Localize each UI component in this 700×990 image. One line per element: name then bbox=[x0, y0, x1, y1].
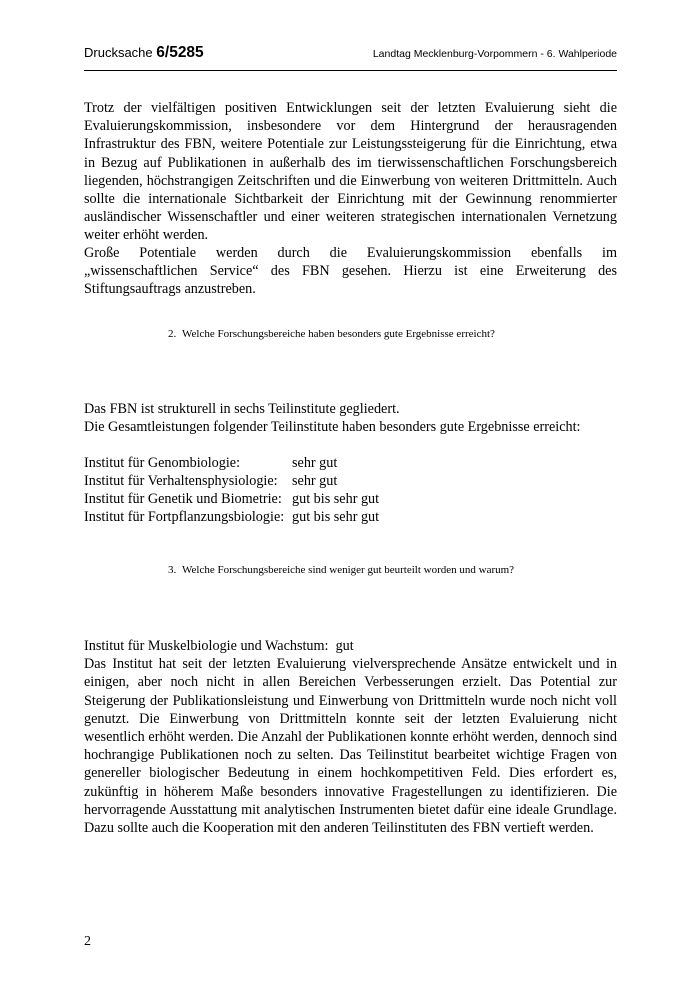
paragraph-potentials: Trotz der vielfältigen positiven Entwicklungen seit der letzten Evaluierung sieht die Evaluierungskommission, insbesondere vor dem Hintergrund der herausragenden Infrastruktur des FBN, weitere Potentiale zur Leistungssteigerung für die Einrichtung, etwa in Bezug auf Publikationen in außerhalb des im tierwissenschaftlichen Forschungsbereich liegenden, höchstrangigen Zeitschriften und die Einwerbung von weiteren Drittmitteln. Auch sollte die internationale Sichtbarkeit der Einrichtung mit der Gewinnung renommierter ausländischer Wissenschaftler und einer weiteren strategischen internationalen Vernetzung weiter erhöht werden. bbox=[84, 100, 617, 244]
answer-3 bbox=[84, 637, 617, 837]
page-number: 2 bbox=[84, 934, 91, 949]
rating-row bbox=[84, 490, 617, 508]
rating-row bbox=[84, 454, 617, 472]
rating-value: sehr gut bbox=[292, 455, 338, 472]
institute-label: Institut für Genetik und Biometrie: bbox=[84, 491, 282, 508]
question-2 bbox=[168, 327, 518, 341]
rating-value: sehr gut bbox=[292, 473, 338, 490]
institute-label: Institut für Fortpflanzungsbiologie: bbox=[84, 509, 285, 526]
institute-assessment: Das Institut hat seit der letzten Evaluierung vielversprechende Ansätze entwickelt und in einigen, aber noch nicht in allen Bereichen Verbesserungen erzielt. Das Potential zur Steigerung der Publikationsleistung und Einwerbung von Drittmitteln wurde noch nicht voll genutzt. Die Einwerbung von Drittmitteln konnte seit der letzten Evaluierung nicht wesentlich erhöht werden. Die Anzahl der Publikationen konnte erhöht werden, dennoch sind hochrangige Publikationen noch zu selten. Das Teilinstitut bearbeitet wichtige Fragen von genereller biologischer Bedeutung in einem hochkompetitiven Feld. Dies erfordert es, zukünftig in höherem Maße besonders innovative Fragestellungen zu identifizieren. Die hervorragende Ausstattung mit analytischen Instrumenten bietet dafür eine ideale Grundlage. Dazu sollte auch die Kooperation mit den anderen Teilinstituten des FBN vertieft werden. bbox=[84, 656, 617, 837]
institute-label: Institut für Genombiologie: bbox=[84, 455, 241, 472]
answer-2 bbox=[84, 400, 617, 526]
rating-row bbox=[84, 472, 617, 490]
question-text: Welche Forschungsbereiche haben besonders gute Ergebnisse erreicht? bbox=[182, 328, 495, 340]
question-text: Welche Forschungsbereiche sind weniger gut beurteilt worden und warum? bbox=[182, 564, 515, 576]
page-header bbox=[84, 40, 617, 71]
institute-label: Institut für Verhaltensphysiologie: bbox=[84, 473, 278, 490]
question-number: 3. bbox=[168, 564, 177, 576]
document-id: 6/5285 bbox=[156, 44, 204, 61]
document-number bbox=[84, 44, 204, 62]
rating-row bbox=[84, 508, 617, 526]
institute-rating-title: Institut für Muskelbiologie und Wachstum: gut bbox=[84, 638, 354, 654]
parliament-label: Landtag Mecklenburg-Vorpommern - 6. Wahlperiode bbox=[372, 48, 617, 60]
answer-intro-line: Das FBN ist strukturell in sechs Teilinstitute gegliedert. bbox=[84, 401, 400, 417]
question-number: 2. bbox=[168, 328, 177, 340]
document-prefix: Drucksache bbox=[84, 45, 153, 60]
rating-value: gut bis sehr gut bbox=[292, 509, 380, 526]
rating-value: gut bis sehr gut bbox=[292, 491, 380, 508]
question-3 bbox=[168, 563, 518, 577]
answer-summary-line: Die Gesamtleistungen folgender Teilinstitute haben besonders gute Ergebnisse erreicht: bbox=[84, 419, 581, 436]
paragraph-service: Große Potentiale werden durch die Evaluierungskommission ebenfalls im „wissenschaftlichen Service“ des FBN gesehen. Hierzu ist eine Erweiterung des Stiftungsauftrags anzustreben. bbox=[84, 245, 617, 298]
